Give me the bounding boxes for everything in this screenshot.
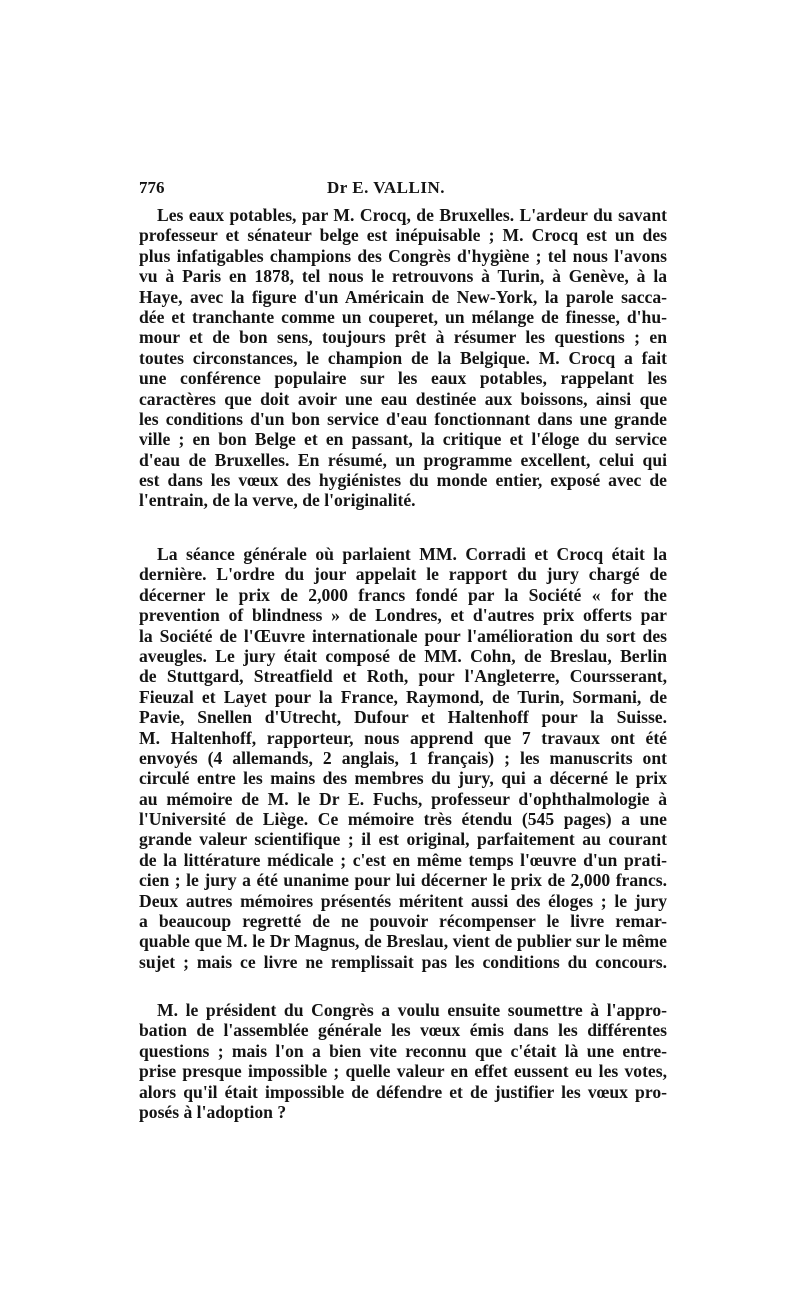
- text-line: circulé entre les mains des membres du jury, qui a décerné le prix: [139, 768, 667, 789]
- text-line: ville ; en bon Belge et en passant, la critique et l'éloge du service: [139, 429, 667, 450]
- text-line: d'eau de Bruxelles. En résumé, un programme excellent, celui qui: [139, 449, 667, 470]
- text-line: M. le président du Congrès a voulu ensuite soumettre à l'appro-: [157, 1000, 667, 1020]
- text-line: une conférence populaire sur les eaux potables, rappelant les: [139, 368, 667, 389]
- text-line: bation de l'assemblée générale les vœux émis dans les différentes: [139, 1020, 667, 1041]
- paragraph-president-congres: [139, 1000, 667, 1122]
- text-line: M. Haltenhoff, rapporteur, nous apprend que 7 travaux ont été: [139, 727, 667, 748]
- text-line: l'entrain, de la verve, de l'originalité.: [139, 490, 416, 511]
- page-number: 776: [139, 178, 165, 197]
- text-line: aveugles. Le jury était composé de MM. Cohn, de Breslau, Berlin: [139, 645, 667, 666]
- paragraph-eaux-potables: [139, 205, 667, 511]
- text-line: l'Université de Liège. Ce mémoire très étendu (545 pages) a une: [139, 809, 667, 830]
- text-line: Les eaux potables, par M. Crocq, de Bruxelles. L'ardeur du savant: [157, 205, 667, 225]
- text-line: grande valeur scientifique ; il est original, parfaitement au courant: [139, 829, 667, 850]
- text-line: posés à l'adoption ?: [139, 1101, 287, 1122]
- text-line: décerner le prix de 2,000 francs fondé par la Société « for the: [139, 584, 667, 605]
- page-header: [139, 178, 667, 202]
- text-line: dernière. L'ordre du jour appelait le rapport du jury chargé de: [139, 564, 667, 585]
- text-line: professeur et sénateur belge est inépuisable ; M. Crocq est un des: [139, 225, 667, 246]
- text-line: questions ; mais l'on a bien vite reconnu que c'était là une entre-: [139, 1040, 667, 1061]
- text-line: de la littérature médicale ; c'est en même temps l'œuvre d'un prati-: [139, 849, 667, 870]
- text-line: Deux autres mémoires présentés méritent aussi des éloges ; le jury: [139, 890, 667, 911]
- text-line: sujet ; mais ce livre ne remplissait pas les conditions du concours.: [139, 951, 667, 972]
- text-line: toutes circonstances, le champion de la Belgique. M. Crocq a fait: [139, 347, 667, 368]
- paragraph-seance-generale: [139, 544, 667, 972]
- text-line: vu à Paris en 1878, tel nous le retrouvons à Turin, à Genève, à la: [139, 266, 667, 287]
- text-line: caractères que doit avoir une eau destinée aux boissons, ainsi que: [139, 388, 667, 409]
- text-line: prise presque impossible ; quelle valeur en effet eussent eu les votes,: [139, 1061, 667, 1082]
- running-head: Dr E. VALLIN.: [327, 178, 445, 197]
- text-line: mour et de bon sens, toujours prêt à résumer les questions ; en: [139, 327, 667, 348]
- text-line: la Société de l'Œuvre internationale pour l'amélioration du sort des: [139, 625, 667, 646]
- text-line: La séance générale où parlaient MM. Corradi et Crocq était la: [157, 544, 667, 564]
- text-line: de Stuttgard, Streatfield et Roth, pour l'Angleterre, Coursserant,: [139, 666, 667, 687]
- text-line: dée et tranchante comme un couperet, un mélange de finesse, d'hu-: [139, 306, 667, 327]
- text-line: Haye, avec la figure d'un Américain de New-York, la parole sacca-: [139, 286, 667, 307]
- text-line: alors qu'il était impossible de défendre et de justifier les vœux pro-: [139, 1081, 667, 1102]
- text-line: envoyés (4 allemands, 2 anglais, 1 français) ; les manuscrits ont: [139, 747, 667, 768]
- text-line: quable que M. le Dr Magnus, de Breslau, vient de publier sur le même: [139, 931, 667, 952]
- text-line: au mémoire de M. le Dr E. Fuchs, professeur d'ophthalmologie à: [139, 788, 667, 809]
- text-line: les conditions d'un bon service d'eau fonctionnant dans une grande: [139, 408, 667, 429]
- text-line: prevention of blindness » de Londres, et d'autres prix offerts par: [139, 605, 667, 626]
- text-line: Pavie, Snellen d'Utrecht, Dufour et Haltenhoff pour la Suisse.: [139, 707, 667, 728]
- text-line: plus infatigables champions des Congrès d'hygiène ; tel nous l'avons: [139, 245, 667, 266]
- text-line: est dans les vœux des hygiénistes du monde entier, exposé avec de: [139, 470, 667, 491]
- text-line: a beaucoup regretté de ne pouvoir récompenser le livre remar-: [139, 911, 667, 932]
- text-line: cien ; le jury a été unanime pour lui décerner le prix de 2,000 francs.: [139, 870, 667, 891]
- text-line: Fieuzal et Layet pour la France, Raymond, de Turin, Sormani, de: [139, 686, 667, 707]
